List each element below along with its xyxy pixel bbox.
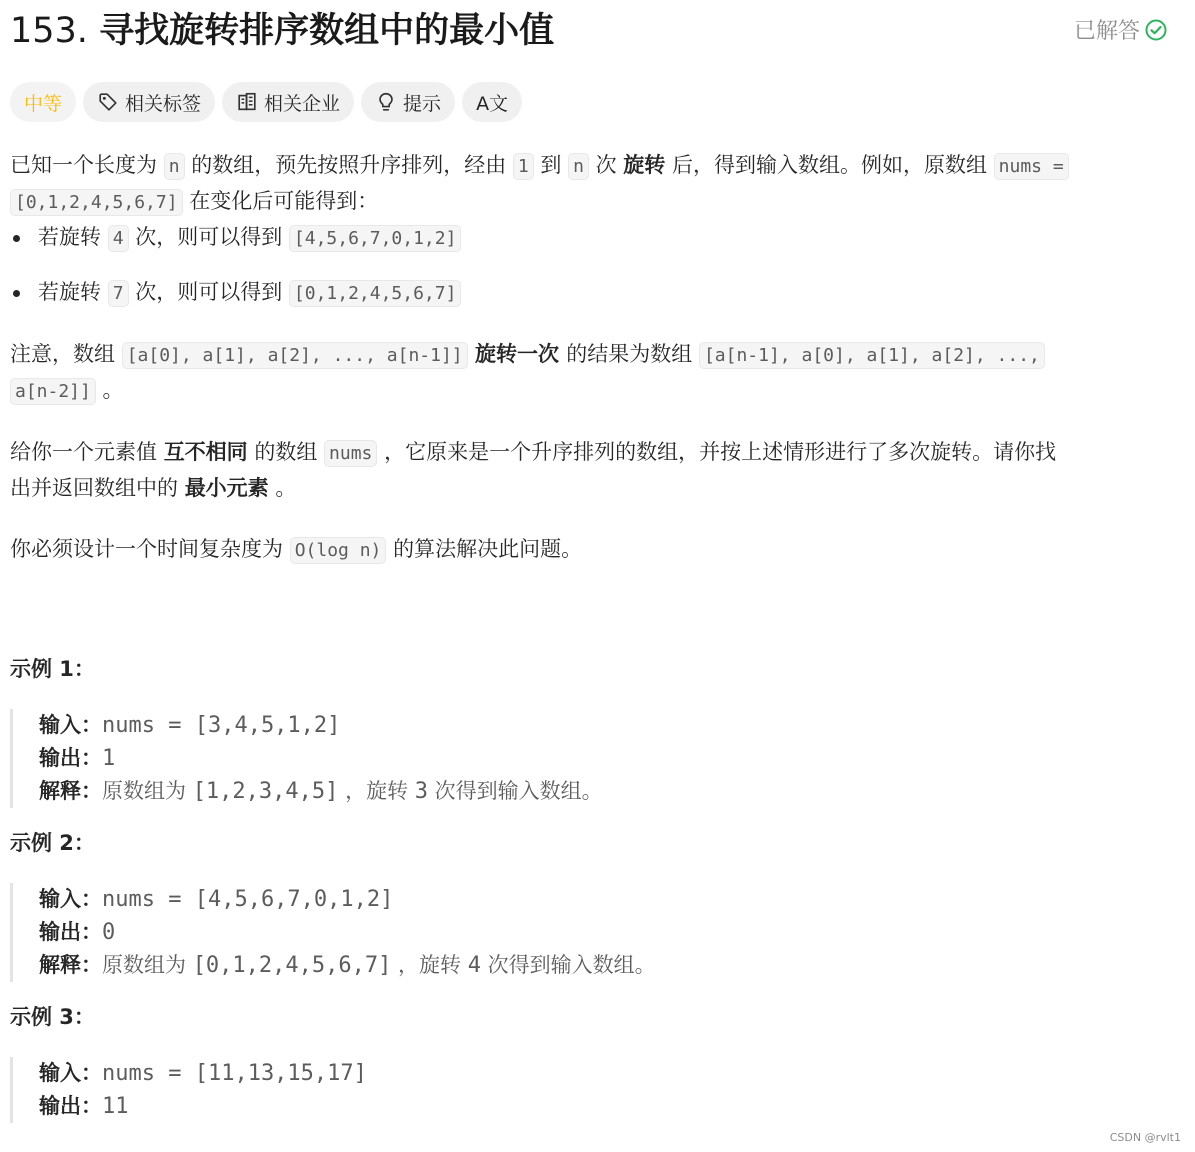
problem-name: 寻找旋转排序数组中的最小值 <box>99 11 555 51</box>
input-value: nums = [11,13,15,17] <box>102 1061 367 1086</box>
watermark: CSDN @rvlt1 <box>1109 1131 1181 1144</box>
related-companies-label: 相关企业 <box>264 92 341 115</box>
text: ，它原来是一个升序排列的数组，并按上述情形进行了多次旋转。请你找 <box>377 440 1057 464</box>
inline-code: [a[0], a[1], a[2], ..., a[n-1]] <box>122 342 468 369</box>
output-label: 输出： <box>39 746 102 770</box>
hint-label: 提示 <box>403 92 442 115</box>
inline-code: [0,1,2,4,5,6,7] <box>10 189 183 216</box>
building-icon <box>236 91 258 113</box>
example-explanation <box>39 949 1170 982</box>
inline-code: n <box>568 153 589 180</box>
example-input <box>39 709 1170 742</box>
inline-code: 4 <box>108 225 129 252</box>
text: 的算法解决此问题。 <box>386 537 583 561</box>
text: 次 <box>588 153 624 177</box>
explain-count: 4 <box>467 953 481 978</box>
text: 若旋转 <box>38 280 108 304</box>
example-block <box>10 1057 1170 1123</box>
inline-code: nums <box>324 440 377 467</box>
translate-icon: A文 <box>476 92 509 115</box>
inline-code: n <box>164 153 185 180</box>
example-output <box>39 742 1170 775</box>
text: 。 <box>268 476 297 500</box>
explain-text: ，旋转 <box>338 779 415 803</box>
problem-page <box>10 0 1170 1119</box>
tag-icon <box>97 91 119 113</box>
inline-code: a[n-2]] <box>10 378 96 405</box>
bold-text: 最小元素 <box>184 476 269 500</box>
lightbulb-icon <box>375 91 397 113</box>
text: 给你一个元素值 <box>10 440 164 464</box>
input-label: 输入： <box>39 713 102 737</box>
text: 注意，数组 <box>10 342 122 366</box>
desc-paragraph-3 <box>10 435 1170 506</box>
inline-code: 1 <box>513 153 534 180</box>
desc-paragraph-2 <box>10 337 1170 409</box>
text: 在变化后可能得到： <box>182 189 379 213</box>
problem-number: 153. <box>10 11 88 51</box>
bold-text: 互不相同 <box>163 440 248 464</box>
output-label: 输出： <box>39 1094 102 1118</box>
translate-button[interactable] <box>462 82 522 122</box>
related-companies-button[interactable] <box>222 82 354 122</box>
text: 。 <box>95 378 124 402</box>
example-explanation <box>39 775 1170 808</box>
inline-code: [4,5,6,7,0,1,2] <box>289 225 462 252</box>
example-2 <box>10 826 1170 982</box>
text: 的结果为数组 <box>566 342 699 366</box>
example-block <box>10 883 1170 982</box>
desc-paragraph-1 <box>10 148 1170 220</box>
inline-code: O(log n) <box>290 537 387 564</box>
explain-text: 次得到输入数组。 <box>428 779 603 803</box>
text: 次，则可以得到 <box>128 280 289 304</box>
related-tags-button[interactable] <box>83 82 215 122</box>
problem-title <box>10 8 554 54</box>
tag-bar <box>10 82 522 122</box>
explain-label: 解释： <box>39 779 102 803</box>
text: 到 <box>533 153 569 177</box>
input-label: 输入： <box>39 1061 102 1085</box>
difficulty-badge[interactable] <box>10 82 76 122</box>
text: 出并返回数组中的 <box>10 476 185 500</box>
bold-text: 旋转 <box>623 153 666 177</box>
text: 你必须设计一个时间复杂度为 <box>10 537 290 561</box>
explain-text: 原数组为 <box>102 953 193 977</box>
output-label: 输出： <box>39 920 102 944</box>
list-item <box>38 220 1170 256</box>
explain-text: ，旋转 <box>391 953 468 977</box>
text: 次，则可以得到 <box>128 225 289 249</box>
related-tags-label: 相关标签 <box>125 92 202 115</box>
text: 的数组，预先按照升序排列，经由 <box>184 153 513 177</box>
example-title: 示例 3： <box>10 1005 95 1029</box>
example-output <box>39 1090 1170 1123</box>
output-value: 0 <box>102 920 116 945</box>
example-input <box>39 883 1170 916</box>
problem-header <box>10 0 1170 74</box>
explain-text: 次得到输入数组。 <box>480 953 656 977</box>
text: 后，得到输入数组。例如，原数组 <box>665 153 994 177</box>
example-output <box>39 916 1170 949</box>
explain-text: 原数组为 <box>102 779 193 803</box>
output-value: 1 <box>102 746 116 771</box>
desc-paragraph-4 <box>10 532 1170 568</box>
check-circle-icon <box>1144 18 1168 42</box>
text: 若旋转 <box>38 225 108 249</box>
example-title: 示例 1： <box>10 657 95 681</box>
difficulty-label: 中等 <box>24 92 63 115</box>
input-value: nums = [4,5,6,7,0,1,2] <box>102 887 394 912</box>
explain-array: [0,1,2,4,5,6,7] <box>192 953 392 978</box>
example-title: 示例 2： <box>10 831 95 855</box>
hint-button[interactable] <box>361 82 455 122</box>
explain-count: 3 <box>414 779 428 804</box>
rotation-examples-list <box>10 220 1170 311</box>
problem-description <box>10 148 1170 1123</box>
example-1 <box>10 652 1170 808</box>
list-item <box>38 275 1170 311</box>
inline-code: [0,1,2,4,5,6,7] <box>289 280 462 307</box>
example-block <box>10 709 1170 808</box>
output-value: 11 <box>102 1094 129 1119</box>
example-input <box>39 1057 1170 1090</box>
solved-status[interactable] <box>1074 14 1168 45</box>
input-value: nums = [3,4,5,1,2] <box>102 713 341 738</box>
input-label: 输入： <box>39 887 102 911</box>
bold-text: 旋转一次 <box>467 342 567 366</box>
text: 的数组 <box>247 440 325 464</box>
inline-code: 7 <box>108 280 129 307</box>
example-3 <box>10 1000 1170 1123</box>
explain-label: 解释： <box>39 953 102 977</box>
inline-code: nums = <box>994 153 1069 180</box>
solved-label: 已解答 <box>1073 19 1140 44</box>
inline-code: [a[n-1], a[0], a[1], a[2], ..., <box>699 342 1045 369</box>
explain-array: [1,2,3,4,5] <box>192 779 339 804</box>
text: 已知一个长度为 <box>10 153 164 177</box>
